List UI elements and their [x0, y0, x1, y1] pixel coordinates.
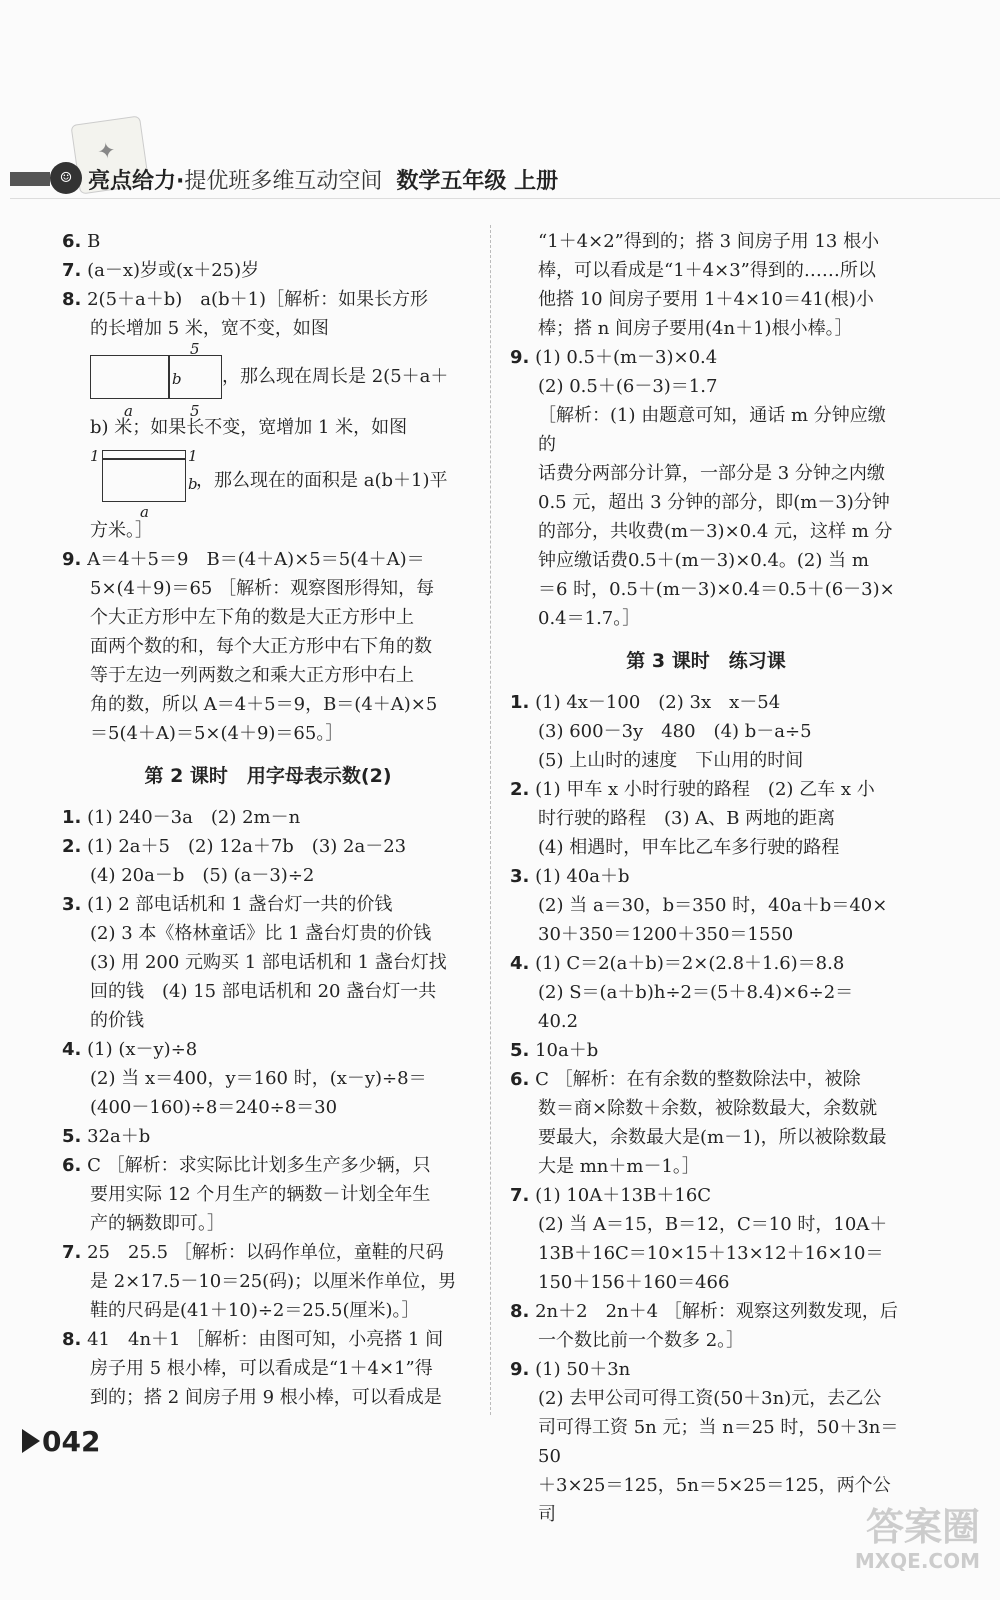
list-item: 1. (1) 240－3a (2) 2m－n: [62, 807, 301, 828]
section-3-answers: [510, 688, 902, 1529]
volume: 上册: [514, 169, 559, 194]
list-item: 5. 32a＋b: [62, 1126, 151, 1147]
play-triangle-icon: [22, 1429, 40, 1453]
label-b: b: [172, 370, 182, 388]
label-bottom-a: a: [124, 402, 133, 420]
list-item: 6. C ［解析：在有余数的整数除法中，被除 数＝商×除数＋余数，被除数最大，余数就 要最大，余数最大是(m－1)，所以被除数最 大是 mn＋m－1。］: [510, 1069, 887, 1177]
page-header: [10, 100, 1000, 210]
subject: 数学五年级: [396, 169, 507, 194]
series-name: 提优班多维互动空间: [184, 169, 383, 194]
answer-9: 9. A＝4＋5＝9 B＝(4＋A)×5＝5(4＋A)＝ 5×(4＋9)＝65 ［解析：观察图形得知，每 个大正方形中左下角的数是大正方形中上 面两个数的和，每个大正方形中右下角的数 等于左边一列两数之和乘大正方形中右上 角的数，所以 A＝4＋5＝9，B＝(4＋A)×5 ＝5(4＋A)＝5×(4＋9)＝65。］: [62, 549, 438, 744]
list-item: 5. 10a＋b: [510, 1040, 599, 1061]
list-item: 6. C ［解析：求实际比计划多生产多少辆，只 要用实际 12 个月生产的辆数－计划全年生 产的辆数即可。］: [62, 1155, 431, 1234]
label-right-1: 1: [188, 447, 198, 465]
label-left-1: 1: [90, 447, 100, 465]
watermark: 答案圈 MXQE.COM: [854, 1505, 980, 1573]
badge-icon: ✦: [95, 138, 118, 166]
section-title-3: 第 3 课时 练习课: [626, 650, 786, 672]
brand-logo-icon: ☺: [50, 162, 82, 194]
answer-8: 8. 2(5＋a＋b) a(b＋1)［解析：如果长方形 的长增加 5 米，宽不变，如图 5 b a 5 ，那么现在周长是 2(5＋a＋ b) 米；如果长不变，宽增加 1 米，如图 1 1 b a ，那么现在的面积是 a(b＋1)平 方米。］: [62, 285, 474, 545]
header-divider: [10, 198, 1000, 199]
rectangle-figure-1: 5 b a 5 ，那么现在周长是 2(5＋a＋: [62, 347, 474, 409]
section-title-2: 第 2 课时 用字母表示数(2): [144, 765, 392, 787]
label-bottom-5: 5: [190, 402, 200, 420]
answer-7: 7. (a－x)岁或(x＋25)岁: [62, 260, 260, 281]
page-number: 042: [22, 1425, 100, 1458]
list-item: 1. (1) 4x－100 (2) 3x x－54 (3) 600－3y 480 (4) b－a÷5 (5) 上山时的速度 下山用的时间: [510, 692, 812, 771]
list-item: 7. 25 25.5 ［解析：以码作单位，童鞋的尺码 是 2×17.5－10＝25(码)；以厘米作单位，男 鞋的尺码是(41＋10)÷2＝25.5(厘米)。］: [62, 1242, 457, 1321]
answer-9-right: 9. (1) 0.5＋(m－3)×0.4 (2) 0.5＋(6－3)＝1.7 ［解析：(1) 由题意可知，通话 m 分钟应缴的 话费分两部分计算，一部分是 3 分钟之内缴 0.5 元，超出 3 分钟的部分，即(m－3)分钟 的部分，共收费(m－3)×0.4 元，这样 m 分 钟应缴话费0.5＋(m－3)×0.4。(2) 当 m ＝6 时，0.5＋(m－3)×0.4＝0.5＋(6－3)× 0.4＝1.7。］: [510, 347, 895, 629]
list-item: 4. (1) C＝2(a＋b)＝2×(2.8＋1.6)＝8.8 (2) S＝(a＋b)h÷2＝(5＋8.4)×6÷2＝ 40.2: [510, 953, 854, 1032]
answer-8-continued: “1＋4×2”得到的；搭 3 间房子用 13 根小 棒，可以看成是“1＋4×3”得到的……所以 他搭 10 间房子要用 1＋4×10＝41(根)小 棒；搭 n 间房子要用(4n＋1)根小棒。］: [538, 231, 880, 339]
list-item: 3. (1) 40a＋b (2) 当 a＝30，b＝350 时，40a＋b＝40× 30＋350＝1200＋350＝1550: [510, 866, 888, 945]
rectangle-figure-2: 1 1 b a ，那么现在的面积是 a(b＋1)平: [62, 446, 474, 512]
right-column: [510, 227, 902, 1529]
label-bottom-a2: a: [140, 503, 149, 521]
list-item: 4. (1) (x－y)÷8 (2) 当 x＝400，y＝160 时，(x－y)÷8＝ (400－160)÷8＝240÷8＝30: [62, 1039, 427, 1118]
list-item: 2. (1) 2a＋5 (2) 12a＋7b (3) 2a－23 (4) 20a－b (5) (a－3)÷2: [62, 836, 407, 886]
left-column: [62, 227, 474, 1412]
rect-a: [90, 355, 170, 399]
brand-name: 亮点给力: [88, 169, 177, 194]
rect-b: [102, 458, 186, 502]
brand-bar: [10, 172, 50, 186]
answer-6: 6. B: [62, 231, 101, 252]
list-item: 2. (1) 甲车 x 小时行驶的路程 (2) 乙车 x 小 时行驶的路程 (3) A、B 两地的距离 (4) 相遇时，甲车比乙车多行驶的路程: [510, 779, 875, 858]
brand-title: 亮点给力·提优班多维互动空间 数学五年级 上册: [88, 169, 559, 194]
list-item: 8. 2n＋2 2n＋4 ［解析：观察这列数发现，后 一个数比前一个数多 2。］: [510, 1301, 898, 1351]
label-top-5: 5: [190, 340, 200, 358]
list-item: 8. 41 4n＋1 ［解析：由图可知，小亮搭 1 间 房子用 5 根小棒，可以看成是“1＋4×1”得 到的；搭 2 间房子用 9 根小棒，可以看成是: [62, 1329, 444, 1408]
list-item: 3. (1) 2 部电话机和 1 盏台灯一共的价钱 (2) 3 本《格林童话》比 1 盏台灯贵的价钱 (3) 用 200 元购买 1 部电话机和 1 盏台灯找 回的钱 (4) 15 部电话机和 20 盏台灯一共 的价钱: [62, 894, 447, 1031]
list-item: 7. (1) 10A＋13B＋16C (2) 当 A＝15，B＝12，C＝10 时，10A＋ 13B＋16C＝10×15＋13×12＋16×10＝ 150＋156＋160＝466: [510, 1185, 888, 1293]
section-2-answers: [62, 803, 474, 1412]
list-item: 9. (1) 50＋3n (2) 去甲公司可得工资(50＋3n)元，去乙公 司可得工资 5n 元；当 n＝25 时，50＋3n＝50 ＋3×25＝125，5n＝5×25＝125，两个公司: [510, 1359, 899, 1525]
label-b2: b: [188, 475, 198, 493]
column-divider: [490, 225, 491, 1415]
